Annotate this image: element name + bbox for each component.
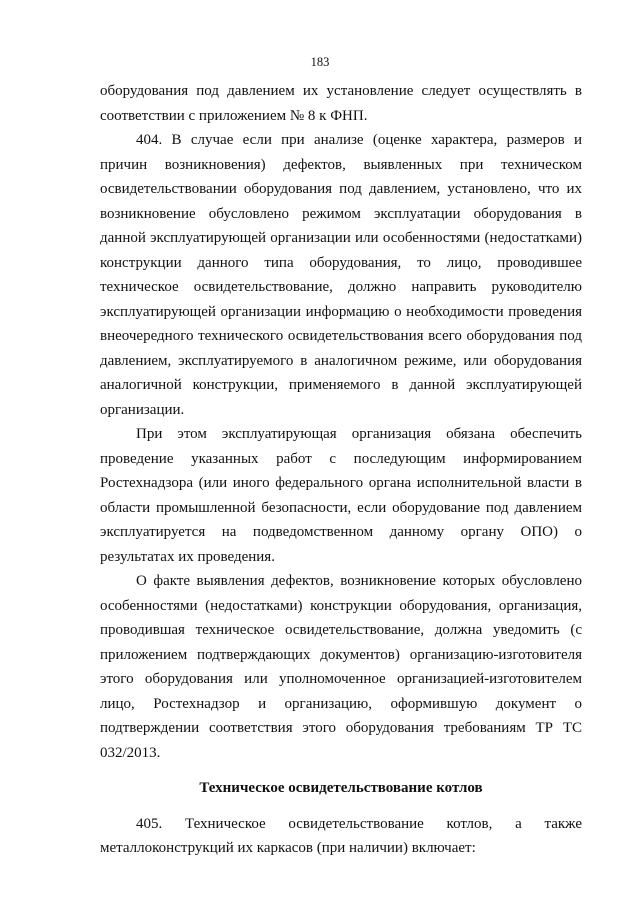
page-number: 183	[310, 55, 330, 69]
paragraph-obligation: При этом эксплуатирующая организация обязана обеспечить проведение указанных работ с последующим информированием Ростехнадзора (или иного федерального органа исполнительной власти в области промышленной безопасности, если оборудование под давлением эксплуатируется на подведомственном данному органу ОПО) о результатах их проведения.	[100, 426, 582, 565]
paragraph-405: 405. Техническое освидетельствование котлов, а также металлоконструкций их каркасов (при наличии) включает:	[100, 815, 582, 856]
paragraph-notification: О факте выявления дефектов, возникновение которых обусловлено особенностями (недостатками) конструкции оборудования, организация, проводившая техническое освидетельствование, должна уведомить (с приложением подтверждающих документов) организацию-изготовителя этого оборудования или уполномоченное организацией-изготовителем лицо, Ростехнадзор и организацию, оформившую документ о подтверждении соответствия этого оборудования требованиям ТР ТС 032/2013.	[100, 573, 582, 761]
document-body	[100, 79, 582, 861]
paragraph-continuation: оборудования под давлением их установление следует осуществлять в соответствии с приложением № 8 к ФНП.	[100, 83, 582, 124]
paragraph-404: 404. В случае если при анализе (оценке характера, размеров и причин возникновения) дефектов, выявленных при техническом освидетельствовании оборудования под давлением, установлено, что их возникновение обусловлено режимом эксплуатации оборудования в данной эксплуатирующей организации или особенностями (недостатками) конструкции данного типа оборудования, то лицо, проводившее техническое освидетельствование, должно направить руководителю эксплуатирующей организации информацию о необходимости проведения внеочередного технического освидетельствования всего оборудования под давлением, эксплуатируемого в аналогичном режиме, или оборудования аналогичной конструкции, применяемого в данной эксплуатирующей организации.	[100, 132, 582, 418]
section-heading: Техническое освидетельствование котлов	[199, 780, 483, 796]
